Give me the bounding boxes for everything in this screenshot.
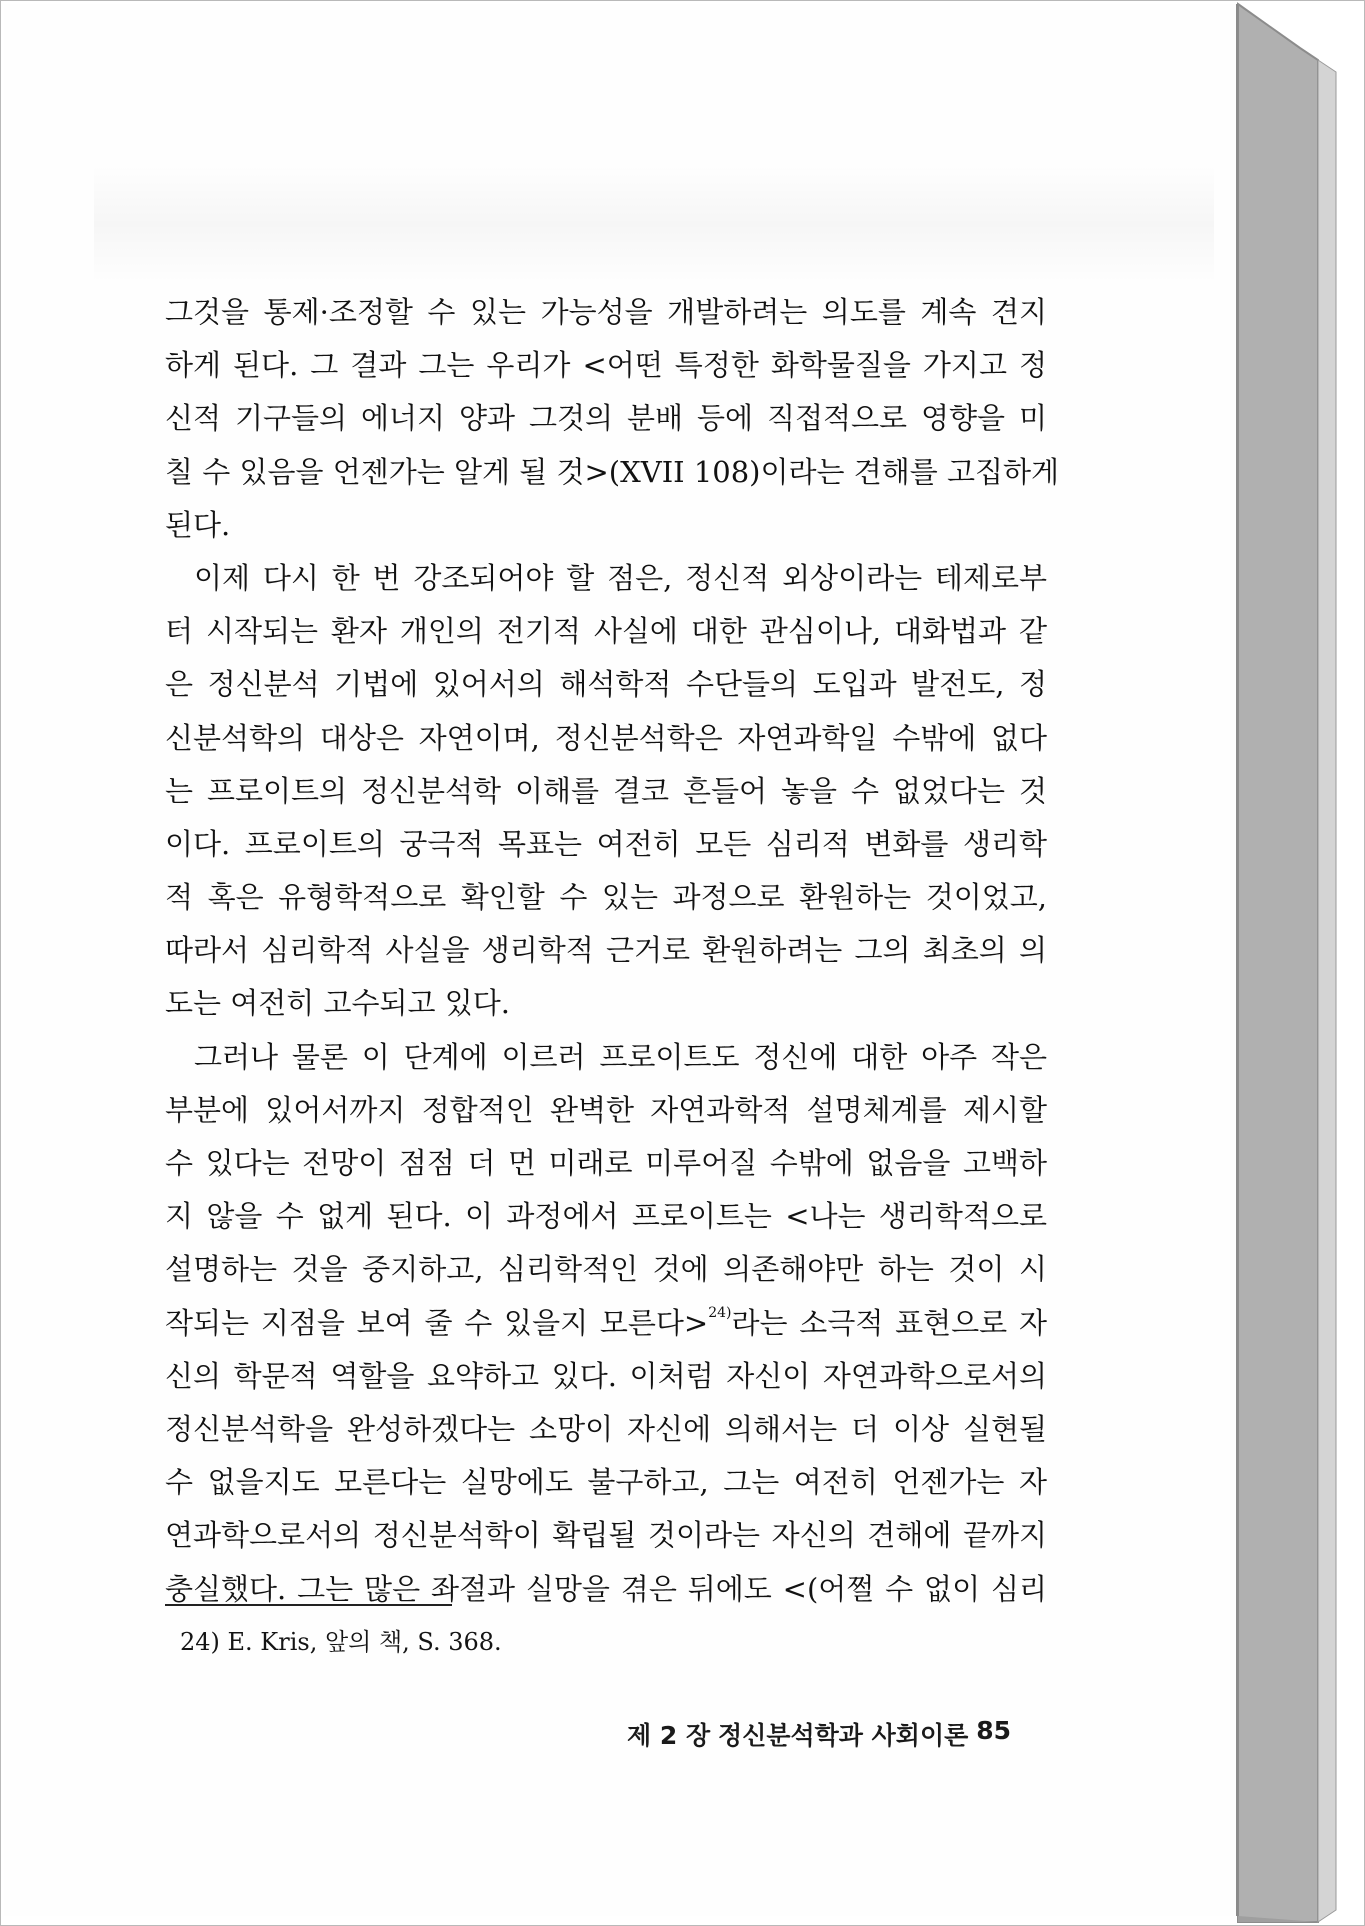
text-line: 적 혹은 유형학적으로 확인할 수 있는 과정으로 환원하는 것이었고, [165, 880, 1047, 915]
text-line: 도는 여전히 고수되고 있다. [165, 986, 511, 1021]
text-line: 설명하는 것을 중지하고, 심리학적인 것에 의존해야만 하는 것이 시 [165, 1252, 1047, 1287]
text-line: 수 있다는 전망이 점점 더 먼 미래로 미루어질 수밖에 없음을 고백하 [165, 1146, 1047, 1180]
text-fragment: 라는 소극적 표현으로 자 [731, 1305, 1047, 1340]
text-line: 정신분석학을 완성하겠다는 소망이 자신에 의해서는 더 이상 실현될 [165, 1411, 1047, 1446]
text-line: 터 시작되는 환자 개인의 전기적 사실에 대한 관심이나, 대화법과 같 [165, 614, 1047, 649]
text-line: 신의 학문적 역할을 요약하고 있다. 이처럼 자신이 자연과학으로서의 [165, 1358, 1047, 1393]
text-line: 충실했다. 그는 많은 좌절과 실망을 겪은 뒤에도 <(어쩔 수 없이 심리 [165, 1571, 1047, 1606]
chapter-title: 정신분석학과 사회이론 [718, 1721, 969, 1750]
text-line: 이다. 프로이트의 궁극적 목표는 여전히 모든 심리적 변화를 생리학 [165, 826, 1047, 861]
text-line: 지 않을 수 없게 된다. 이 과정에서 프로이트는 <나는 생리학적으로 [165, 1199, 1047, 1234]
footnote: 24) E. Kris, 앞의 책, S. 368. [180, 1628, 502, 1656]
footnote-divider [165, 1604, 452, 1606]
text-line: 수 없을지도 모른다는 실망에도 불구하고, 그는 여전히 언젠가는 자 [165, 1465, 1047, 1500]
page-shadow [94, 164, 1214, 284]
running-footer [627, 1716, 1011, 1752]
text-fragment: 작되는 지점을 보여 줄 수 있을지 모른다> [165, 1305, 709, 1340]
footnote-marker: 24) [708, 1304, 732, 1321]
text-line-with-footnote [165, 1297, 1047, 1350]
body-text [165, 286, 1060, 1616]
text-line: 는 프로이트의 정신분석학 이해를 결코 흔들어 놓을 수 없었다는 것 [165, 773, 1047, 808]
text-line: 그것을 통제·조정할 수 있는 가능성을 개발하려는 의도를 계속 견지 [165, 295, 1047, 329]
text-line: 칠 수 있음을 언젠가는 알게 될 것>(XVII 108)이라는 견해를 고집하게 [165, 454, 1060, 489]
text-line: 이제 다시 한 번 강조되어야 할 점은, 정신적 외상이라는 테제로부 [194, 560, 1047, 595]
page-number: 85 [976, 1716, 1011, 1745]
text-line: 신분석학의 대상은 자연이며, 정신분석학은 자연과학일 수밖에 없다 [165, 720, 1047, 755]
text-line: 신적 기구들의 에너지 양과 그것의 분배 등에 직접적으로 영향을 미 [165, 401, 1047, 436]
text-line: 그러나 물론 이 단계에 이르러 프로이트도 정신에 대한 아주 작은 [194, 1039, 1047, 1074]
text-line: 연과학으로서의 정신분석학이 확립될 것이라는 자신의 견해에 끝까지 [165, 1518, 1047, 1553]
text-line: 하게 된다. 그 결과 그는 우리가 <어떤 특정한 화학물질을 가지고 정 [165, 348, 1047, 383]
text-line: 부분에 있어서까지 정합적인 완벽한 자연과학적 설명체계를 제시할 [165, 1092, 1047, 1127]
text-line: 따라서 심리학적 사실을 생리학적 근거로 환원하려는 그의 최초의 의 [165, 933, 1047, 968]
text-line: 은 정신분석 기법에 있어서의 해석학적 수단들의 도입과 발전도, 정 [165, 667, 1047, 702]
text-line: 된다. [165, 507, 231, 542]
chapter-label: 제 2 장 [627, 1721, 711, 1750]
